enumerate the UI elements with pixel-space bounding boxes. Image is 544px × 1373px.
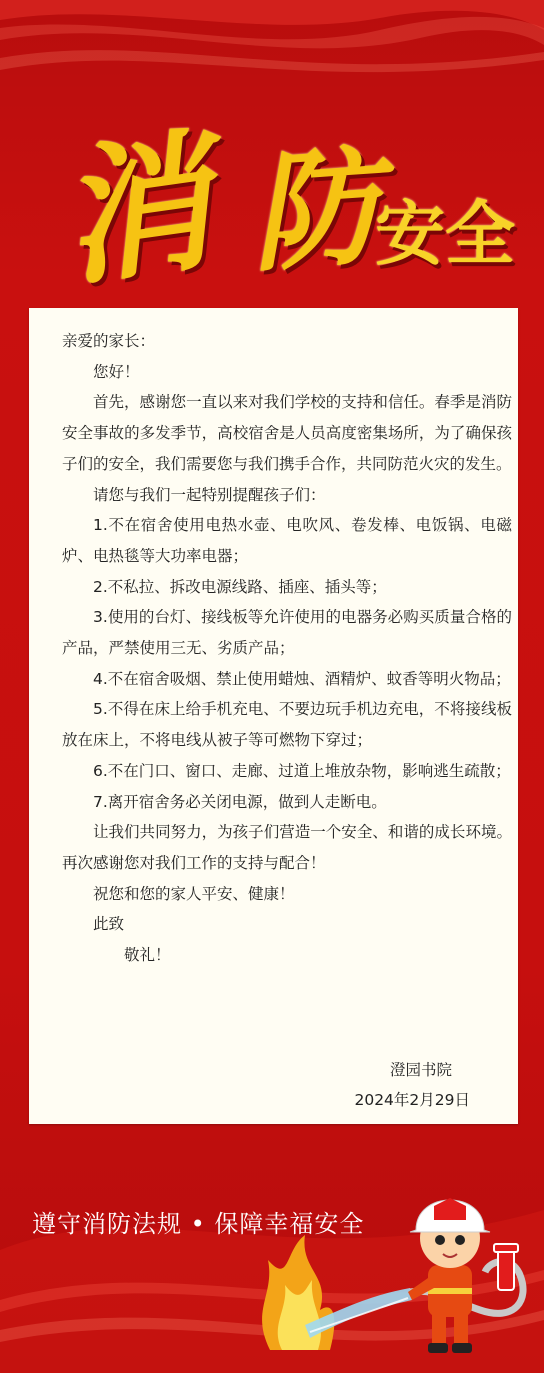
letter-item: 6.不在门口、窗口、走廊、过道上堆放杂物，影响逃生疏散； (93, 761, 511, 780)
letter-item: 3.使用的台灯、接线板等允许使用的电器务必购买质量合格的产品，严禁使用三无、劣质产品； (62, 608, 512, 658)
letter-paper (29, 308, 518, 1124)
letter-intro: 首先，感谢您一直以来对我们学校的支持和信任。春季是消防安全事故的多发季节，高校宿舍是人员高度密集场所，为了确保孩子们的安全，我们需要您与我们携手合作，共同防范火灾的发生。 (62, 393, 512, 473)
letter-cizhi: 此致 (93, 915, 125, 934)
letter-signature: 澄园书院 (389, 1061, 452, 1079)
letter-item: 7.离开宿舍务必关闭电源，做到人走断电。 (93, 792, 387, 811)
letter-body (62, 326, 512, 971)
title-char-xiao: 消 (48, 113, 216, 309)
letter-wish: 祝您和您的家人平安、健康！ (93, 884, 295, 903)
letter-closing: 让我们共同努力，为孩子们营造一个安全、和谐的成长环境。再次感谢您对我们工作的支持与配合！ (62, 823, 512, 872)
letter-item: 4.不在宿舍吸烟、禁止使用蜡烛、酒精炉、蚊香等明火物品； (93, 669, 511, 688)
letter-item: 2.不私拉、拆改电源线路、插座、插头等； (93, 577, 387, 596)
slogan: 遵守消防法规 • 保障幸福安全 (32, 1210, 365, 1238)
letter-item: 1.不在宿舍使用电热水壶、电吹风、卷发棒、电饭锅、电磁炉、电热毯等大功率电器； (62, 516, 512, 565)
letter-hello: 您好！ (93, 362, 140, 381)
fire-hydrant-icon (494, 1244, 518, 1290)
poster-title (40, 80, 520, 309)
title-anquan: 安全 (375, 193, 515, 275)
firefighter-illustration (250, 1160, 540, 1360)
letter-request: 请您与我们一起特别提醒孩子们： (93, 485, 326, 504)
flame-icon (262, 1235, 334, 1350)
title-char-fang: 防 (245, 131, 384, 291)
letter-item: 5.不得在床上给手机充电、不要边玩手机边充电，不将接线板放在床上，不将电线从被子等可燃物下穿过； (62, 700, 512, 750)
firefighter-icon (408, 1198, 490, 1353)
letter-jingli: 敬礼！ (124, 946, 171, 965)
letter-date: 2024年2月29日 (354, 1091, 470, 1109)
letter-greeting: 亲爱的家长： (62, 332, 156, 350)
